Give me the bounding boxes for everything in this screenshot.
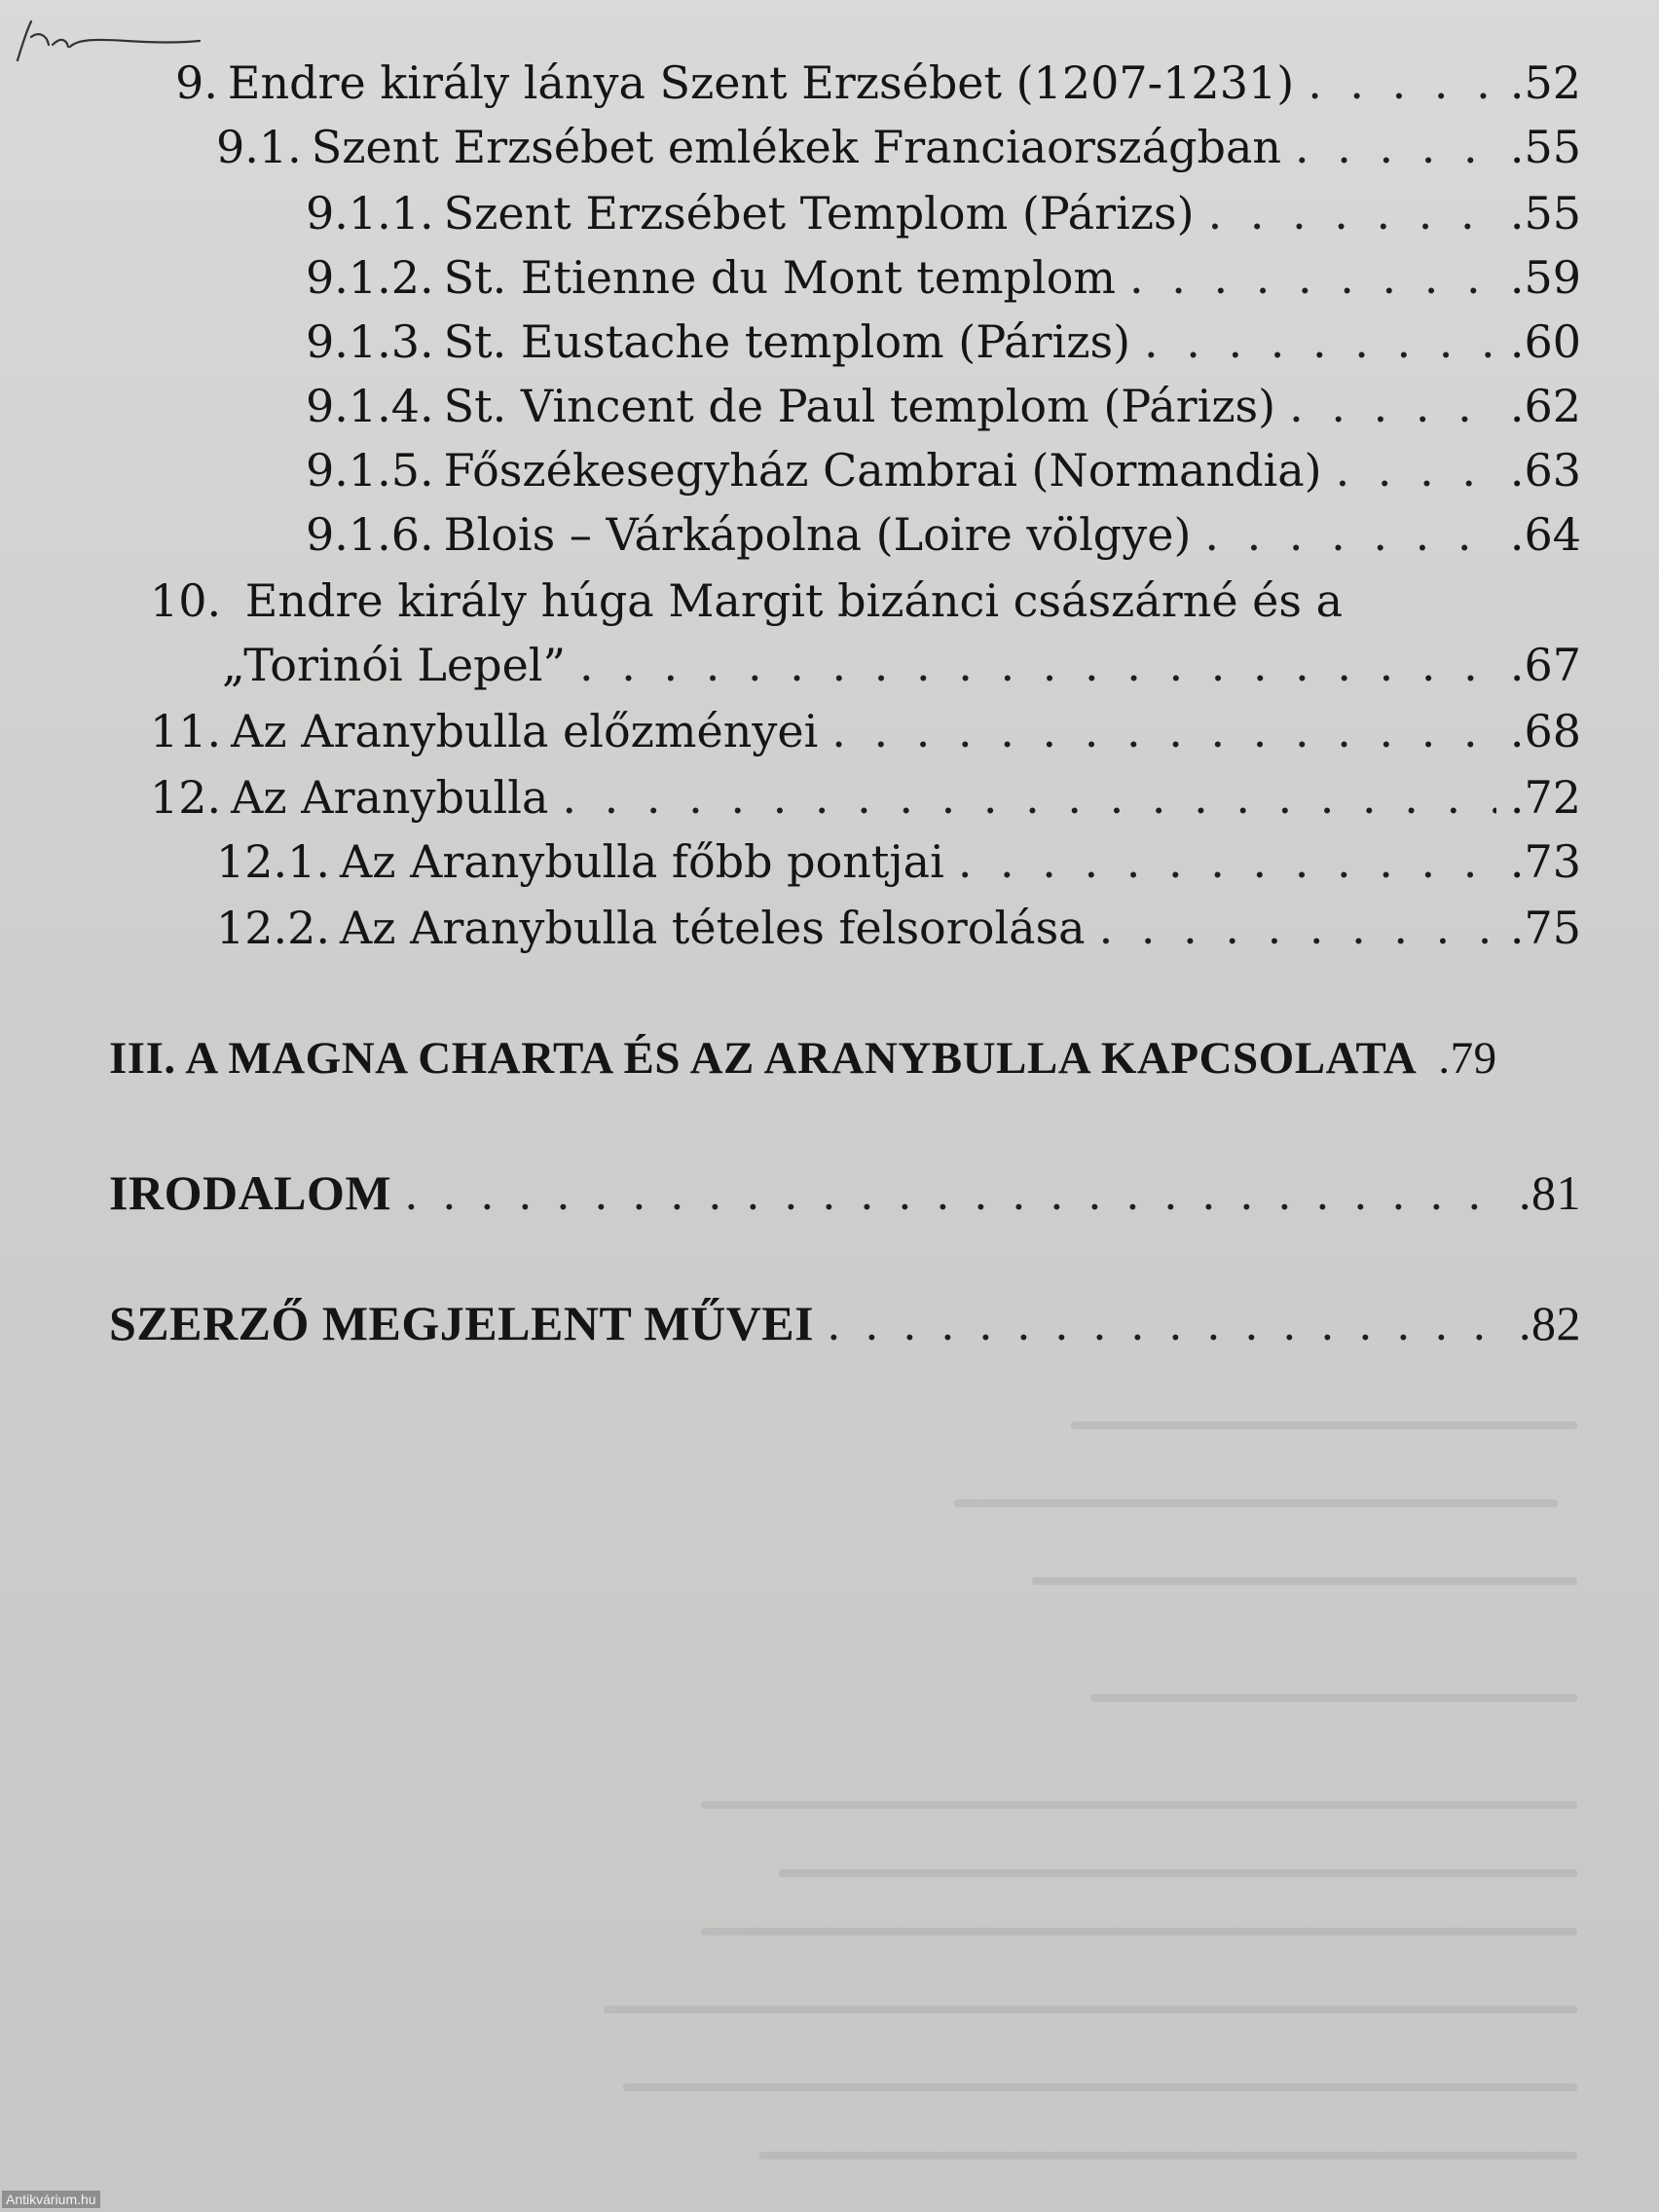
entry-number: 11.	[150, 705, 222, 757]
entry-number: 9.1.5.	[306, 444, 434, 497]
entry-title: Endre király lánya Szent Erzsébet (1207-1231)	[227, 56, 1295, 109]
entry-title: „Torinói Lepel”	[222, 639, 567, 691]
entry-title: Endre király húga Margit bizánci császárné és a	[244, 574, 1344, 627]
leader-dots	[1129, 255, 1496, 300]
entry-number: 12.	[150, 771, 222, 824]
entry-title: Szent Erzsébet Templom (Párizs)	[443, 187, 1195, 240]
entry-page: .60	[1509, 315, 1581, 368]
leader-dots	[579, 643, 1496, 687]
entry-number: 9.1.1.	[306, 187, 434, 240]
leader-dots	[1208, 191, 1496, 236]
entry-page: .73	[1509, 835, 1581, 888]
entry-number: 9.1.4.	[306, 380, 434, 432]
toc-chapter-iii[interactable]	[109, 1033, 1581, 1084]
toc-entry-9-1-1[interactable]	[306, 187, 1581, 240]
toc-entry-9-1-6[interactable]	[306, 508, 1581, 561]
entry-page: .55	[1509, 187, 1581, 240]
leader-dots	[1308, 60, 1496, 105]
chapter-page: .79	[1438, 1033, 1497, 1084]
entry-page: .68	[1509, 705, 1581, 757]
leader-dots	[1204, 512, 1495, 557]
entry-title: St. Vincent de Paul templom (Párizs)	[443, 380, 1276, 432]
entry-page: .75	[1509, 902, 1581, 954]
chapter-title: SZERZŐ MEGJELENT MŰVEI	[109, 1296, 815, 1350]
toc-chapter-szerzo-muvei[interactable]	[109, 1296, 1581, 1350]
entry-number: 9.1.	[216, 121, 302, 173]
entry-number: 10.	[150, 574, 222, 627]
toc-entry-9[interactable]	[175, 56, 1581, 109]
entry-page: .72	[1509, 771, 1581, 824]
entry-title: Az Aranybulla előzményei	[231, 705, 819, 757]
entry-page: .59	[1509, 251, 1581, 304]
entry-title: Az Aranybulla főbb pontjai	[340, 835, 944, 888]
toc-entry-9-1-2[interactable]	[306, 251, 1581, 304]
toc-entry-12-2[interactable]	[216, 902, 1581, 954]
leader-dots	[1099, 905, 1496, 950]
toc-entry-10[interactable]	[150, 574, 1344, 627]
entry-number: 9.1.2.	[306, 251, 434, 304]
leader-dots	[831, 709, 1496, 754]
leader-dots	[1295, 125, 1496, 169]
watermark: Antikvárium.hu	[2, 2191, 100, 2208]
leader-dots	[405, 1168, 1505, 1217]
toc-entry-9-1-4[interactable]	[306, 380, 1581, 432]
entry-page: .62	[1509, 380, 1581, 432]
entry-title: Főszékesegyház Cambrai (Normandia)	[443, 444, 1322, 497]
entry-page: .55	[1509, 121, 1581, 173]
entry-number: 9.1.3.	[306, 315, 434, 368]
leader-dots	[1144, 319, 1496, 364]
toc-entry-11[interactable]	[150, 705, 1581, 757]
entry-page: .63	[1509, 444, 1581, 497]
entry-title: St. Etienne du Mont templom	[443, 251, 1117, 304]
entry-number: 12.1.	[216, 835, 331, 888]
toc-entry-9-1[interactable]	[216, 121, 1581, 173]
toc-chapter-irodalom[interactable]	[109, 1165, 1581, 1220]
entry-number: 9.	[175, 56, 218, 109]
entry-title: Szent Erzsébet emlékek Franciaországban	[311, 121, 1282, 173]
entry-title: Blois – Várkápolna (Loire völgye)	[443, 508, 1192, 561]
toc-entry-10-continued[interactable]	[222, 639, 1581, 691]
chapter-page: .81	[1519, 1165, 1581, 1220]
toc-entry-12[interactable]	[150, 771, 1581, 824]
entry-page: .64	[1509, 508, 1581, 561]
entry-title: Az Aranybulla	[231, 771, 549, 824]
leader-dots	[1289, 384, 1496, 428]
entry-title: Az Aranybulla tételes felsorolása	[340, 902, 1086, 954]
chapter-page: .82	[1519, 1296, 1581, 1350]
entry-number: 12.2.	[216, 902, 331, 954]
leader-dots	[958, 839, 1496, 884]
chapter-title: III. A MAGNA CHARTA ÉS AZ ARANYBULLA KAPCSOLATA	[109, 1033, 1418, 1084]
toc-entry-12-1[interactable]	[216, 835, 1581, 888]
chapter-title: IRODALOM	[109, 1165, 392, 1220]
entry-number: 9.1.6.	[306, 508, 434, 561]
entry-page: .67	[1509, 639, 1581, 691]
leader-dots	[828, 1299, 1505, 1347]
leader-dots	[562, 775, 1495, 820]
toc-entry-9-1-5[interactable]	[306, 444, 1581, 497]
toc-entry-9-1-3[interactable]	[306, 315, 1581, 368]
leader-dots	[1336, 448, 1496, 493]
entry-title: St. Eustache templom (Párizs)	[443, 315, 1131, 368]
entry-page: .52	[1509, 56, 1581, 109]
bleed-through-shadow	[0, 954, 1659, 2212]
